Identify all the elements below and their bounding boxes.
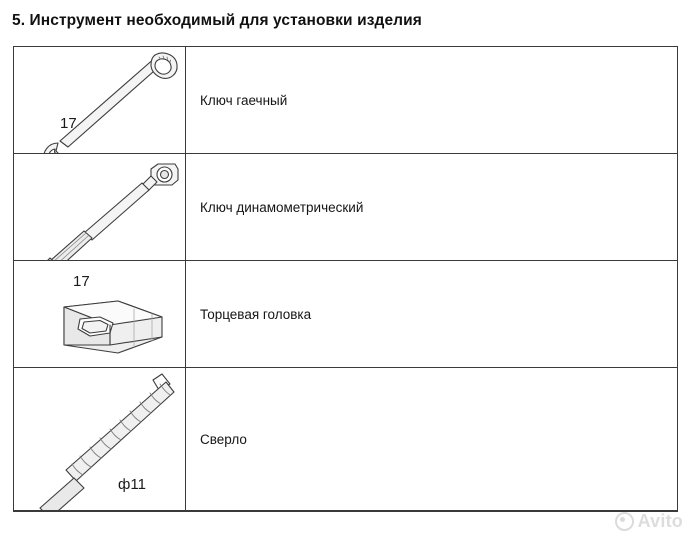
table-row (14, 47, 677, 154)
tools-table (13, 46, 678, 512)
tool-image-cell (14, 154, 186, 260)
tool-name-cell: Ключ динамометрический (200, 199, 364, 215)
tool-image-cell (14, 47, 186, 153)
table-row (14, 261, 677, 368)
socket-size-label: 17 (73, 273, 90, 290)
torque-wrench-drawing (14, 154, 186, 260)
socket-head-drawing (14, 261, 186, 367)
tool-name-cell: Торцевая головка (200, 306, 312, 322)
tool-image-cell (14, 368, 186, 510)
spanner-wrench-drawing (14, 47, 186, 153)
wrench-size-label: 17 (60, 115, 77, 132)
avito-watermark (615, 511, 683, 532)
drill-diameter-label: ф11 (118, 476, 146, 493)
tool-name-cell: Ключ гаечный (200, 92, 288, 108)
drill-bit-drawing (14, 368, 186, 510)
table-row (14, 368, 677, 511)
watermark-text: Avito (637, 511, 683, 531)
page-title: 5. Инструмент необходимый для установки изделия (12, 12, 422, 29)
table-row (14, 154, 677, 261)
tool-name-cell: Сверло (200, 431, 247, 447)
avito-logo-icon (615, 512, 634, 531)
tool-image-cell (14, 261, 186, 367)
